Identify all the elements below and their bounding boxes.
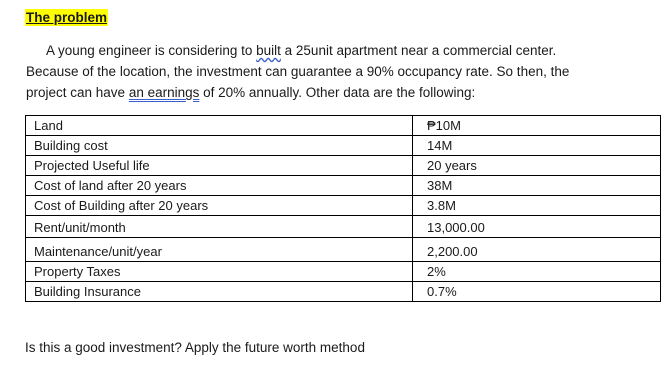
row-label: Building Insurance	[26, 282, 413, 302]
statement-text: project can have	[26, 85, 129, 100]
problem-title: The problem	[26, 10, 108, 25]
row-value: 14M	[413, 136, 661, 156]
table-row	[26, 282, 661, 302]
row-value: 2%	[413, 262, 661, 282]
statement-text: a 25unit apartment near a commercial center.	[280, 43, 557, 58]
row-value: 3.8M	[413, 196, 661, 216]
row-label: Cost of Building after 20 years	[26, 196, 413, 216]
row-value: ₱10M	[413, 116, 661, 136]
row-label: Land	[26, 116, 413, 136]
statement-line-2: Because of the location, the investment can guarantee a 90% occupancy rate. So then, the	[26, 64, 570, 79]
spellcheck-flagged-word: built	[256, 43, 281, 58]
problem-statement	[26, 40, 646, 103]
row-value: 38M	[413, 176, 661, 196]
statement-line-1	[26, 40, 646, 61]
grammar-flagged-phrase: an earnings	[128, 85, 200, 100]
statement-line-3	[26, 82, 646, 103]
row-value: 20 years	[413, 156, 661, 176]
table-row	[26, 156, 661, 176]
table-row	[26, 176, 661, 196]
row-value: 13,000.00	[413, 216, 661, 238]
row-label: Projected Useful life	[26, 156, 413, 176]
row-label: Cost of land after 20 years	[26, 176, 413, 196]
row-value: 2,200.00	[413, 238, 661, 262]
row-label: Property Taxes	[26, 262, 413, 282]
row-label: Rent/unit/month	[26, 216, 413, 238]
table-row	[26, 238, 661, 262]
table-row	[26, 216, 661, 238]
table-row	[26, 196, 661, 216]
table-row	[26, 116, 661, 136]
row-value: 0.7%	[413, 282, 661, 302]
row-label: Building cost	[26, 136, 413, 156]
question-text: Is this a good investment? Apply the future worth method	[25, 340, 365, 355]
statement-text: of 20% annually. Other data are the following:	[199, 85, 476, 100]
table-row	[26, 136, 661, 156]
given-data-table	[25, 115, 661, 302]
statement-text: A young engineer is considering to	[46, 43, 257, 58]
row-label: Maintenance/unit/year	[26, 238, 413, 262]
table-row	[26, 262, 661, 282]
